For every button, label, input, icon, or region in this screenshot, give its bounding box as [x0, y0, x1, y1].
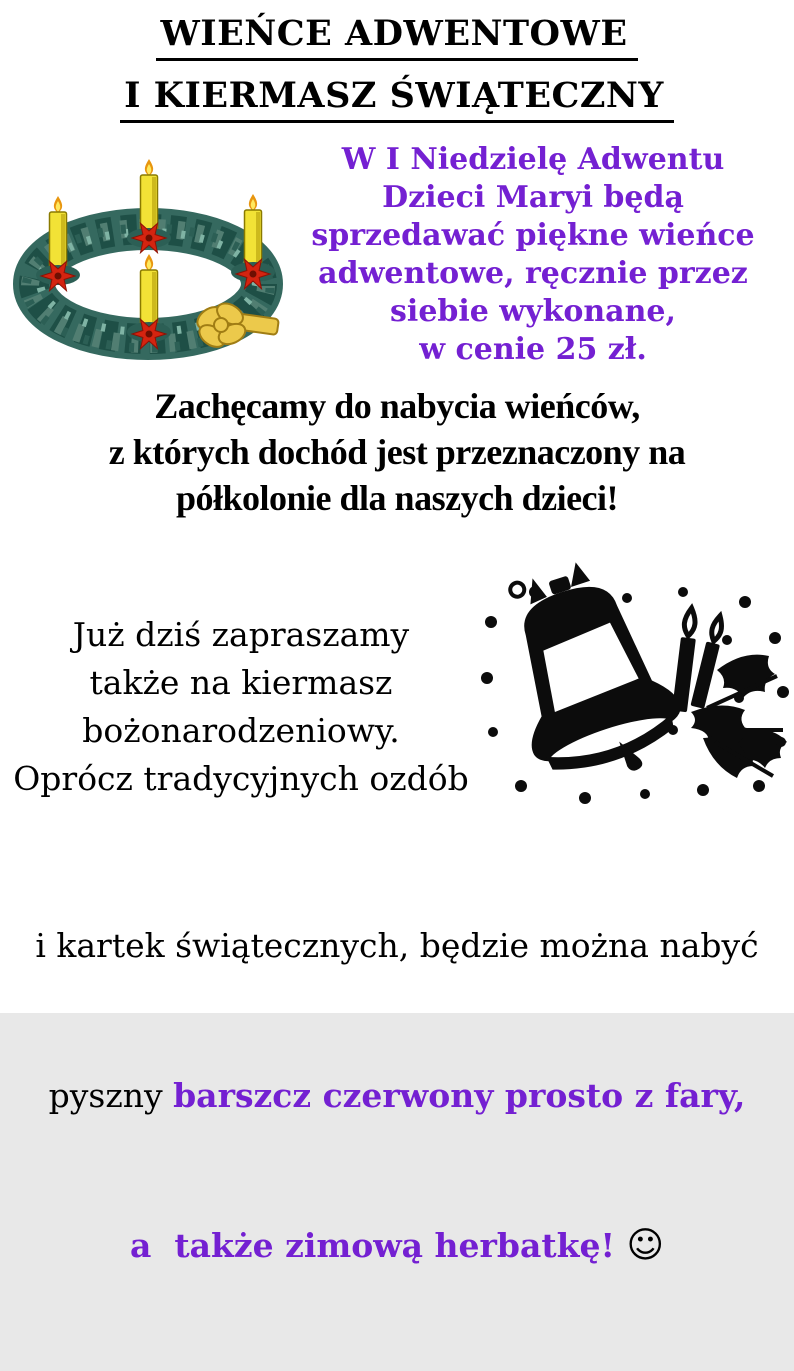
page-title-line2: [0, 76, 794, 123]
closing-line2: [0, 1071, 794, 1121]
invitation-line: Już dziś zapraszamy: [72, 615, 410, 654]
smiley-icon: ☺: [626, 1225, 664, 1266]
advent-sale-announcement: [276, 141, 790, 369]
title-text-1: WIEŃCE ADWENTOWE: [156, 14, 637, 61]
announcement-line: siebie wykonane,: [390, 294, 676, 329]
christmas-bell-image: [477, 580, 791, 820]
closing-line1: i kartek świątecznych, będzie można nabyć: [35, 926, 759, 965]
announcement-line: W I Niedzielę Adwentu: [341, 142, 725, 177]
page-title-line1: [0, 14, 794, 61]
encouragement-line: z których dochód jest przeznaczony na: [108, 432, 686, 472]
closing-line2-black: pyszny: [48, 1076, 174, 1115]
bell-holly-icon: [477, 580, 791, 820]
closing-line2-purple: barszcz czerwony prosto z fary,: [173, 1076, 746, 1115]
advent-wreath-icon: [6, 148, 290, 378]
fair-closing: [0, 821, 794, 1371]
invitation-line: także na kiermasz: [89, 663, 393, 702]
announcement-line: adwentowe, ręcznie przez: [318, 256, 748, 291]
announcement-line: sprzedawać piękne wieńce: [311, 218, 755, 253]
closing-line3: [0, 1221, 794, 1271]
title-text-2: I KIERMASZ ŚWIĄTECZNY: [120, 76, 674, 123]
encouragement-line: Zachęcamy do nabycia wieńców,: [154, 386, 640, 426]
announcement-price-line: w cenie 25 zł.: [419, 332, 647, 367]
encouragement-line: półkolonie dla naszych dzieci!: [175, 478, 619, 518]
invitation-line: bożonarodzeniowy.: [82, 711, 400, 750]
fair-invitation: [0, 611, 482, 803]
invitation-line: Oprócz tradycyjnych ozdób: [13, 759, 469, 798]
closing-line3-purple: a także zimową herbatkę!: [130, 1226, 627, 1265]
purchase-encouragement: [0, 383, 794, 521]
advent-wreath-image: [6, 148, 290, 378]
announcement-line: Dzieci Maryi będą: [382, 180, 684, 215]
